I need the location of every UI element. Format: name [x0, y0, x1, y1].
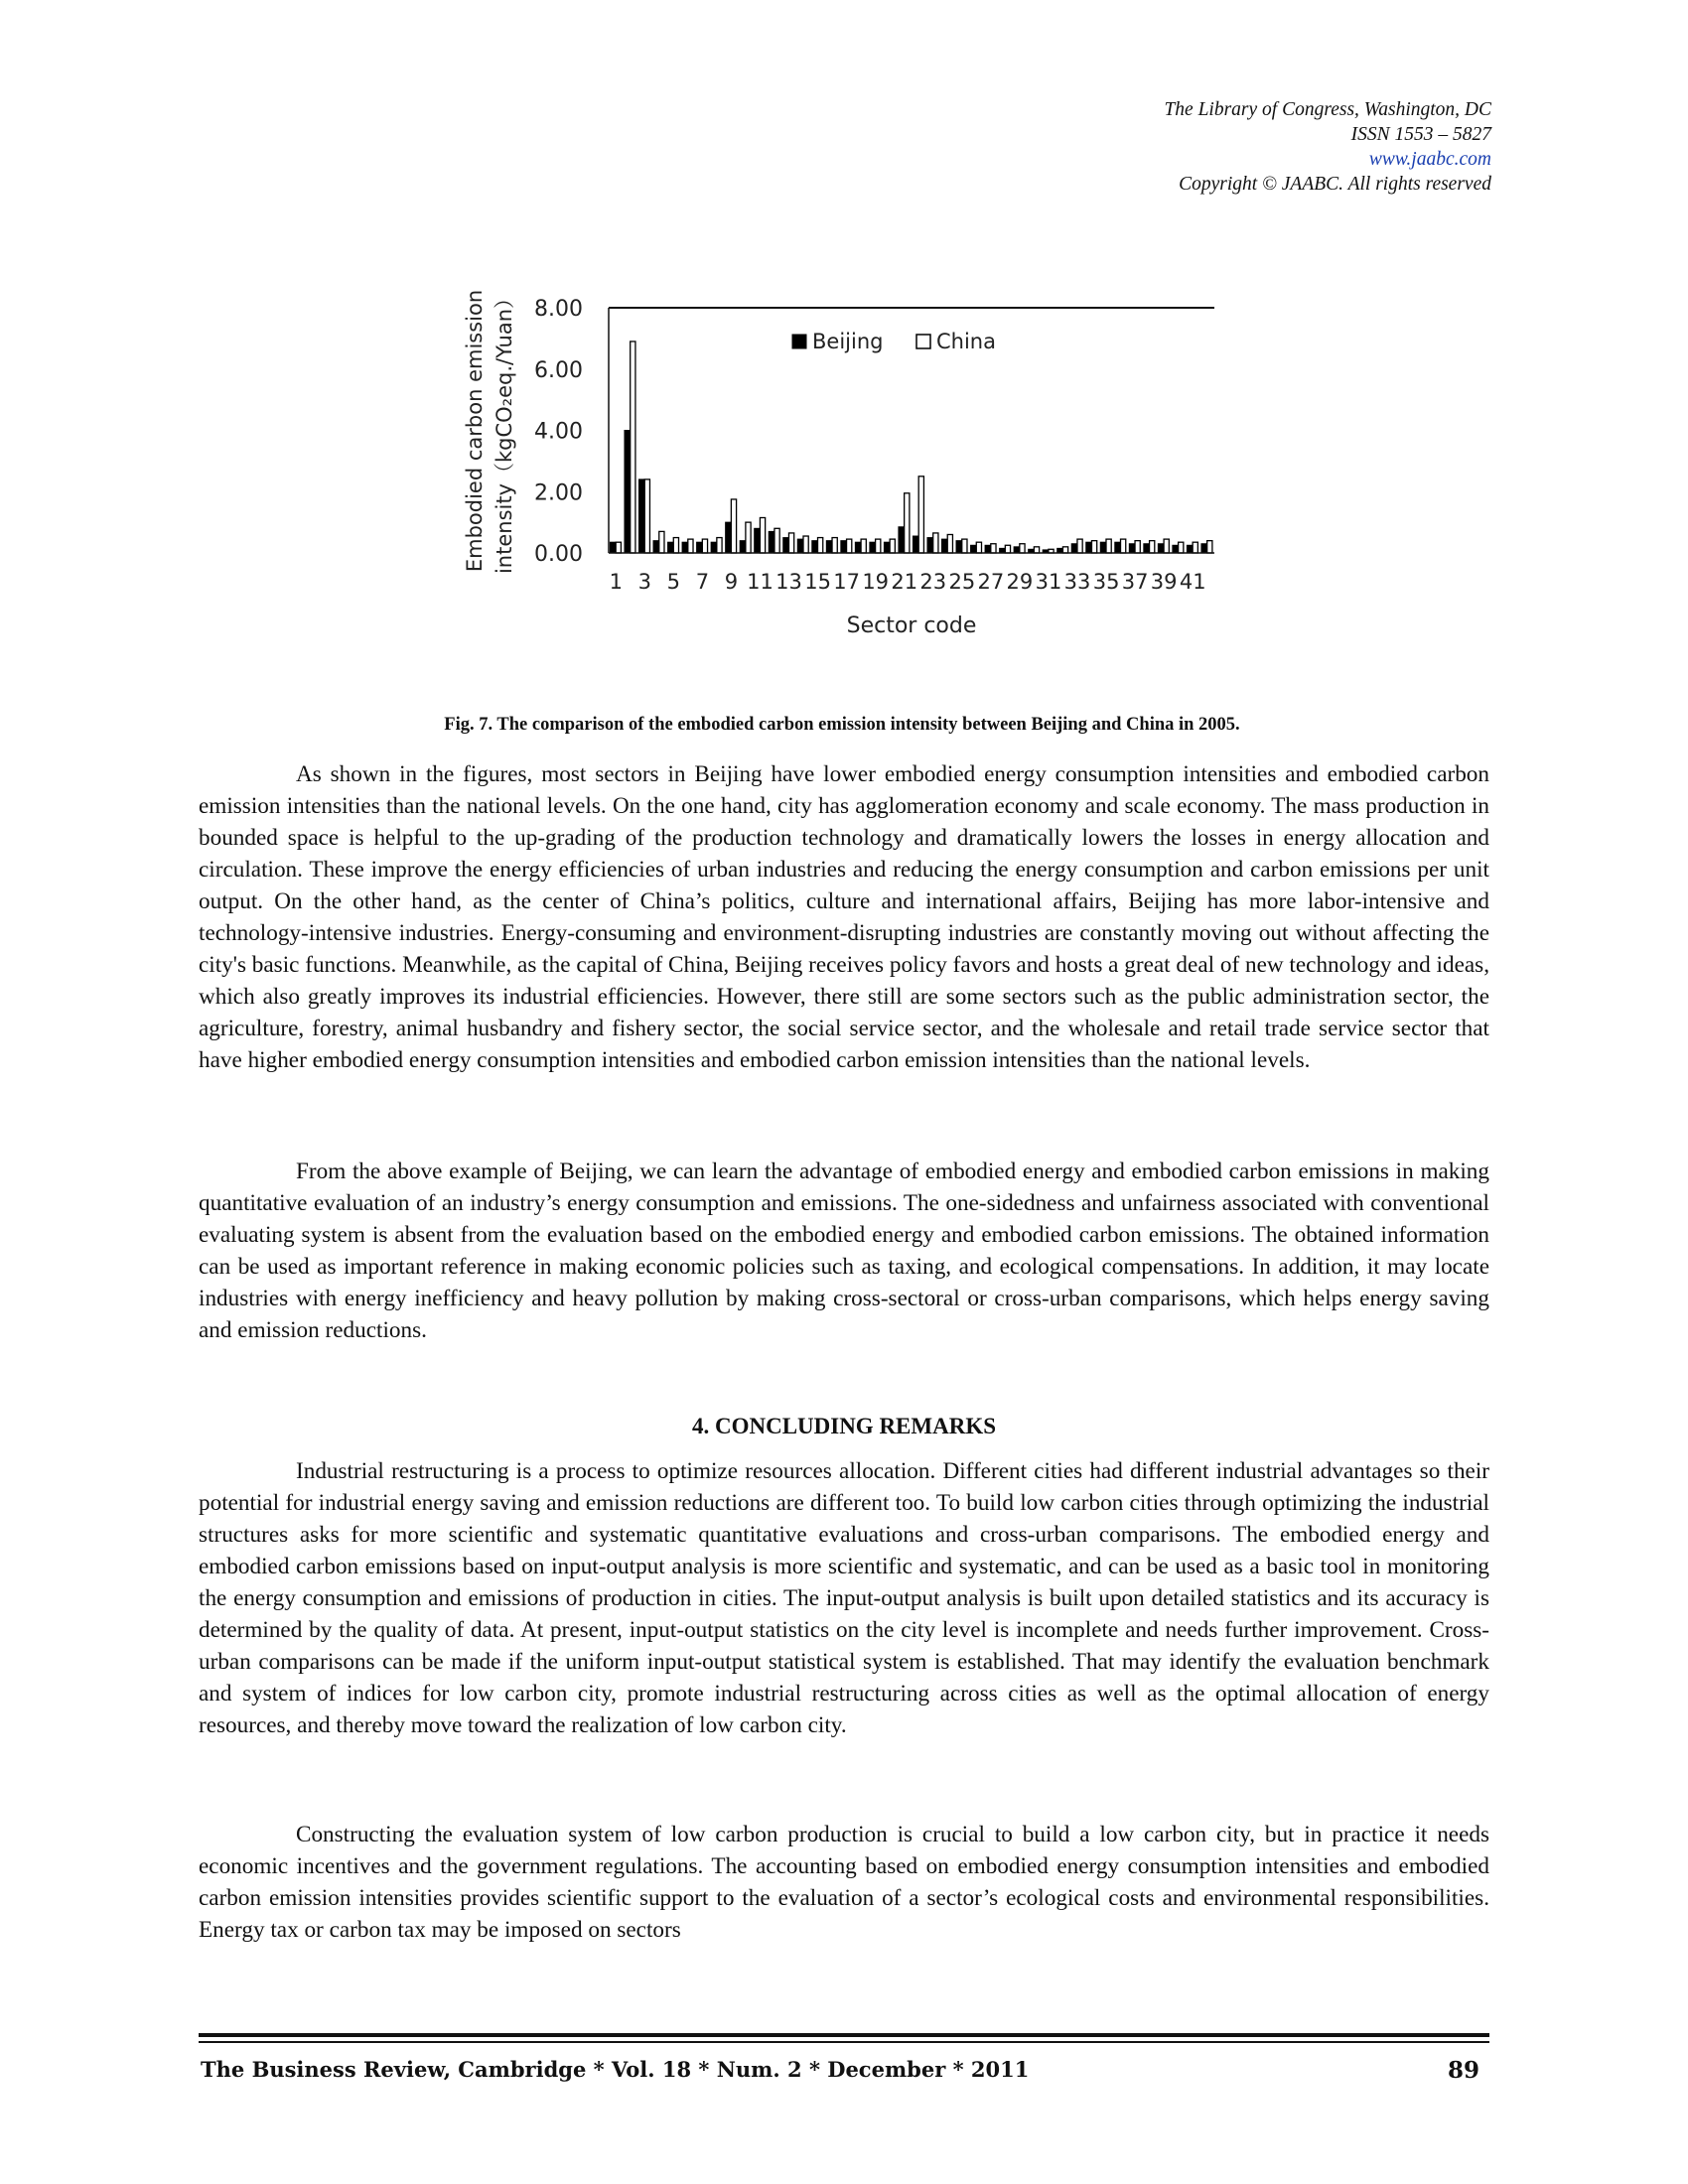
- bar-china: [688, 539, 693, 553]
- bar-beijing: [826, 541, 831, 553]
- bar-beijing: [956, 541, 961, 553]
- x-tick-label: 11: [747, 570, 774, 594]
- bar-china: [1020, 544, 1025, 553]
- bar-beijing: [1173, 545, 1178, 553]
- bar-china: [1034, 547, 1039, 553]
- x-tick-label: 7: [695, 570, 710, 594]
- bar-beijing: [726, 522, 731, 553]
- paragraph-2-block: [199, 1156, 1489, 1346]
- bar-beijing: [610, 542, 615, 553]
- paragraph-1-block: [199, 758, 1489, 1076]
- bar-china: [1179, 542, 1184, 553]
- bar-beijing: [1201, 544, 1206, 553]
- bar-beijing: [639, 479, 644, 553]
- bar-china: [731, 499, 736, 553]
- bar-beijing: [1014, 547, 1019, 553]
- x-axis-label: Sector code: [846, 614, 977, 638]
- bar-beijing: [740, 541, 745, 553]
- legend-swatch-china: [916, 335, 930, 348]
- bar-chart: [452, 280, 1246, 667]
- y-axis-label: Embodied carbon emission: [463, 289, 487, 573]
- bar-china: [1106, 539, 1111, 553]
- bar-china: [1005, 545, 1010, 553]
- x-tick-label: 5: [666, 570, 681, 594]
- header-issn: ISSN 1553 – 5827: [1350, 124, 1491, 145]
- bar-china: [991, 544, 996, 553]
- paragraph: As shown in the figures, most sectors in Beijing have lower embodied energy consumption intensities and embodied carbon emission intensities than the national levels. On the one hand, city has agglomeration economy and scale economy. The mass production in bounded space is helpful to the up-grading of the production technology and dramatically lowers the losses in energy allocation and circulation. These improve the energy efficiencies of urban industries and reducing the energy consumption and carbon emissions per unit output. On the other hand, as the center of China’s politics, culture and international affairs, Beijing has more labor-intensive and technology-intensive industries. Energy-consuming and environment-disrupting industries are constantly moving out without affecting the city's basic functions. Meanwhile, as the capital of China, Beijing receives policy favors and hosts a great deal of new technology and ideas, which also greatly improves its industrial efficiencies. However, there still are some sectors such as the public administration sector, the agriculture, forestry, animal husbandry and fishery sector, the social service sector, and the wholesale and retail trade service sector that have higher embodied energy consumption intensities and embodied carbon emission intensities than the national levels.: [199, 761, 1489, 1073]
- bar-beijing: [927, 538, 932, 553]
- footer-rule-thin: [199, 2041, 1489, 2043]
- paragraph: From the above example of Beijing, we can learn the advantage of embodied energy and embodied carbon emissions in making quantitative evaluation of an industry’s energy consumption and emissions. The one-sidedness and unfairness associated with conventional evaluating system is absent from the evaluation based on the embodied energy and embodied carbon emissions. The obtained information can be used as important reference in making economic policies such as taxing, and ecological compensations. In addition, it may locate industries with energy inefficiency and heavy pollution by making cross-sectoral or cross-urban comparisons, which helps energy saving and emission reductions.: [199, 1159, 1489, 1343]
- y-tick-label: 6.00: [534, 357, 583, 383]
- footer-journal: The Business Review, Cambridge * Vol. 18 * Num. 2 * December * 2011: [201, 2057, 1030, 2082]
- x-tick-label: 25: [948, 570, 976, 594]
- bar-beijing: [1086, 542, 1091, 553]
- x-tick-label: 31: [1035, 570, 1062, 594]
- bar-beijing: [1129, 544, 1134, 553]
- bar-china: [847, 539, 852, 553]
- x-tick-label: 27: [977, 570, 1005, 594]
- chart-svg: [452, 280, 1246, 667]
- x-tick-label: 33: [1063, 570, 1091, 594]
- x-tick-label: 41: [1179, 570, 1206, 594]
- bar-beijing: [985, 545, 990, 553]
- bar-beijing: [942, 539, 947, 553]
- bar-beijing: [841, 541, 846, 553]
- header-library: The Library of Congress, Washington, DC: [1164, 99, 1491, 120]
- x-tick-label: 17: [833, 570, 861, 594]
- paragraph-4-block: [199, 1819, 1489, 1946]
- x-tick-label: 37: [1121, 570, 1149, 594]
- bar-beijing: [899, 527, 904, 553]
- header-copyright: Copyright © JAABC. All rights reserved: [1179, 174, 1491, 195]
- bar-china: [933, 533, 938, 553]
- bar-china: [774, 528, 779, 553]
- y-tick-label: 2.00: [534, 480, 583, 506]
- paragraph-3-block: [199, 1455, 1489, 1741]
- bar-china: [918, 477, 923, 553]
- bar-beijing: [797, 539, 802, 553]
- header-url[interactable]: www.jaabc.com: [1368, 149, 1491, 170]
- bar-beijing: [870, 542, 875, 553]
- legend-label-beijing: Beijing: [812, 330, 884, 353]
- page-number: 89: [1447, 2057, 1479, 2084]
- bar-china: [962, 539, 967, 553]
- legend-label-china: China: [936, 330, 996, 353]
- bar-beijing: [755, 528, 760, 553]
- bar-beijing: [783, 538, 788, 553]
- bar-china: [976, 542, 981, 553]
- y-tick-label: 0.00: [534, 542, 583, 567]
- x-tick-label: 9: [724, 570, 739, 594]
- bar-china: [1091, 541, 1096, 553]
- page-footer: [201, 2057, 1487, 2084]
- bar-china: [631, 341, 635, 553]
- y-axis-label: intensity（kgCO₂eq./Yuan）: [492, 287, 516, 575]
- bar-beijing: [682, 542, 687, 553]
- bar-beijing: [769, 531, 774, 553]
- bar-china: [788, 533, 793, 553]
- bar-china: [1062, 547, 1067, 553]
- bar-beijing: [812, 541, 817, 553]
- y-tick-label: 8.00: [534, 297, 583, 322]
- bar-china: [905, 493, 910, 553]
- bar-china: [760, 517, 765, 553]
- figure-caption: Fig. 7. The comparison of the embodied carbon emission intensity between Beijing and China in 2005.: [444, 715, 1240, 735]
- bar-china: [890, 539, 895, 553]
- bar-beijing: [1115, 542, 1120, 553]
- bar-china: [861, 539, 866, 553]
- footer-rule: [199, 2033, 1489, 2037]
- bar-china: [1207, 541, 1212, 553]
- x-tick-label: 3: [637, 570, 651, 594]
- bar-beijing: [1144, 544, 1149, 553]
- x-tick-label: 39: [1150, 570, 1178, 594]
- bar-china: [644, 479, 649, 553]
- bar-china: [1077, 539, 1082, 553]
- paragraph: Constructing the evaluation system of low carbon production is crucial to build a low carbon city, but in practice it needs economic incentives and the government regulations. The accounting based on embodied energy consumption intensities and embodied carbon emission intensities provides scientific support to the evaluation of a sector’s ecological costs and environmental responsibilities. Energy tax or carbon tax may be imposed on sectors: [199, 1822, 1489, 1943]
- bar-beijing: [711, 542, 716, 553]
- bar-china: [616, 542, 621, 553]
- bar-beijing: [1071, 544, 1076, 553]
- y-tick-label: 4.00: [534, 419, 583, 445]
- bar-china: [876, 539, 881, 553]
- bar-beijing: [855, 542, 860, 553]
- bar-china: [717, 538, 722, 553]
- section-heading: 4. CONCLUDING REMARKS: [691, 1414, 997, 1438]
- bar-china: [673, 538, 678, 553]
- bar-beijing: [1158, 544, 1163, 553]
- bar-beijing: [913, 536, 917, 553]
- bar-china: [1164, 539, 1169, 553]
- bar-china: [818, 538, 823, 553]
- x-tick-label: 29: [1006, 570, 1034, 594]
- bar-china: [702, 539, 707, 553]
- bar-china: [1150, 541, 1155, 553]
- paragraph: Industrial restructuring is a process to optimize resources allocation. Different cities had different industrial advantages so their potential for industrial energy saving and emission reductions are different too. To build low carbon cities through optimizing the industrial structures asks for more scientific and systematic quantitative evaluations and cross-urban comparisons. The embodied energy and embodied carbon emissions based on input-output analysis is more scientific and systematic, and can be used as a basic tool in monitoring the energy consumption and emissions of production in cities. The input-output analysis is built upon detailed statistics and its accuracy is determined by the quality of data. At present, input-output statistics on the city level is incomplete and needs further improvement. Cross-urban comparisons can be made if the uniform input-output statistical system is established. That may identify the evaluation benchmark and system of indices for low carbon city, promote industrial restructuring across cities as well as the optimal allocation of energy resources, and thereby move toward the realization of low carbon city.: [199, 1458, 1489, 1738]
- bar-china: [1135, 541, 1140, 553]
- bar-beijing: [653, 541, 658, 553]
- legend-swatch-beijing: [792, 335, 806, 348]
- bar-china: [1121, 539, 1126, 553]
- journal-header: [1164, 97, 1491, 197]
- x-tick-label: 21: [891, 570, 918, 594]
- bar-china: [947, 534, 952, 553]
- bar-china: [659, 531, 664, 553]
- bar-beijing: [625, 431, 630, 554]
- bar-china: [803, 536, 808, 553]
- bar-china: [746, 522, 751, 553]
- x-tick-label: 23: [919, 570, 947, 594]
- bar-beijing: [884, 542, 889, 553]
- bar-beijing: [697, 542, 702, 553]
- bar-china: [1193, 542, 1197, 553]
- x-tick-label: 15: [804, 570, 831, 594]
- bar-beijing: [1187, 545, 1192, 553]
- bar-beijing: [1100, 542, 1105, 553]
- bar-beijing: [971, 545, 976, 553]
- x-tick-label: 19: [862, 570, 890, 594]
- bar-beijing: [668, 542, 673, 553]
- x-tick-label: 1: [609, 570, 623, 594]
- bar-china: [832, 538, 837, 553]
- x-tick-label: 13: [775, 570, 802, 594]
- x-tick-label: 35: [1092, 570, 1120, 594]
